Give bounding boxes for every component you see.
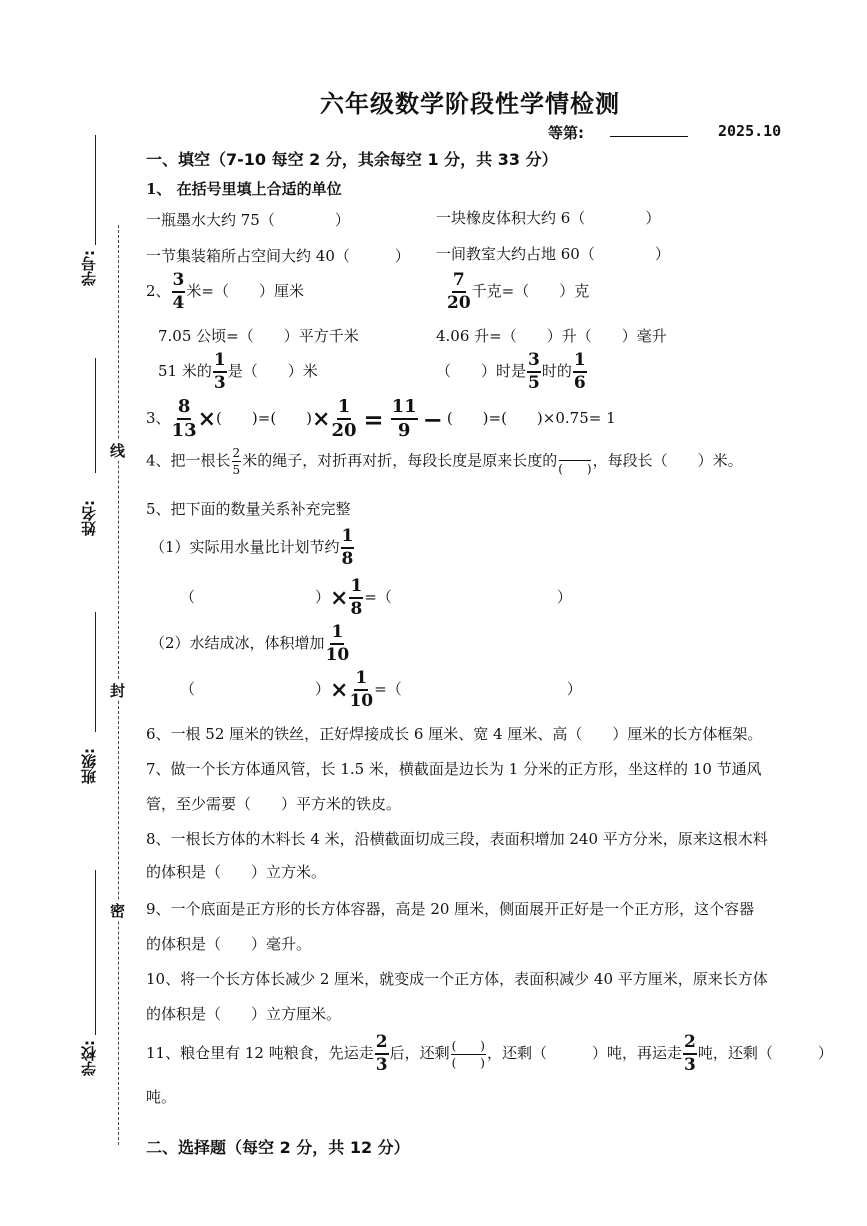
- q3-part2: ( )=( )×0.75= 1: [446, 409, 616, 427]
- q1-stem: 1、 在括号里填上合适的单位: [146, 180, 342, 198]
- fraction: [375, 1034, 389, 1074]
- seal-secret-char: 密: [110, 902, 126, 920]
- q4-line: [146, 447, 743, 476]
- binding-line-3: [95, 612, 96, 732]
- q1-b: 一块橡皮体积大约 6（ ）: [436, 209, 661, 227]
- q11-text-a: 11、粮仓里有 12 吨粮食，先运走: [146, 1044, 374, 1062]
- q9-line1: 9、一个底面是正方形的长方体容器，高是 20 厘米，侧面展开正好是一个正方形，这个容器: [146, 900, 755, 918]
- equals-sign: =: [363, 404, 384, 434]
- numerator: 1: [213, 352, 227, 373]
- numerator: 1: [573, 352, 587, 373]
- q11-text-b: 后，还剩: [389, 1044, 450, 1062]
- q1-c: 一节集装箱所占空间大约 40（ ）: [146, 247, 410, 265]
- q11-line2: 吨。: [146, 1088, 177, 1106]
- exam-date: 2025.10: [718, 122, 782, 140]
- q2-text4b: 时的: [541, 362, 572, 380]
- times-sign: ×: [330, 677, 349, 703]
- q3-part1: ( )=( ): [216, 409, 313, 427]
- q2-text2: 千克=（ ）克: [471, 282, 590, 300]
- q3-line: [146, 398, 616, 440]
- q2-text1: 米=（ ）厘米: [186, 282, 304, 300]
- numerator: 7: [452, 272, 466, 293]
- q2-line1-right: [446, 272, 589, 312]
- binding-line-4: [95, 870, 96, 1035]
- q5-part1: [150, 528, 355, 568]
- numerator: 1: [354, 670, 368, 691]
- fraction: [172, 398, 197, 440]
- denominator: 6: [573, 373, 586, 393]
- q1-a: 一瓶墨水大约 75（ ）: [146, 211, 350, 229]
- section1-heading: 一、填空（7-10 每空 2 分，其余每空 1 分，共 33 分）: [146, 150, 558, 169]
- fraction: [331, 398, 356, 440]
- fraction: [326, 624, 350, 664]
- q11-text-d: 吨，还剩（ ）: [697, 1044, 833, 1062]
- times-sign: ×: [330, 585, 349, 611]
- q2-line3-left: [158, 352, 318, 392]
- fraction: [527, 352, 541, 392]
- q5-part2: [150, 624, 350, 664]
- q2-line1-left: [146, 272, 304, 312]
- denominator: 3: [375, 1055, 388, 1075]
- denominator: 3: [213, 373, 226, 393]
- section2-heading: 二、选择题（每空 2 分，共 12 分）: [146, 1138, 410, 1157]
- fraction: [341, 528, 355, 568]
- numerator: 1: [330, 624, 344, 645]
- q10-line1: 10、将一个长方体长减少 2 厘米，就变成一个正方体，表面积减少 40 平方厘米，原来长方体: [146, 970, 768, 988]
- fraction: [391, 398, 418, 440]
- fraction: [447, 272, 471, 312]
- q3-num: 3、: [146, 409, 171, 427]
- q2-text4a: （ ）时是: [436, 362, 527, 380]
- seal-line-char: 线: [110, 442, 126, 460]
- binding-line-top: [95, 135, 96, 245]
- q4-text-c: ，每段长（ ）米。: [592, 451, 743, 470]
- name-label: 姓名:: [80, 500, 98, 536]
- denominator: 13: [171, 420, 197, 441]
- numerator: 11: [391, 398, 418, 420]
- q4-text-a: 4、把一根长: [146, 451, 231, 470]
- numerator: 3: [172, 272, 186, 293]
- q5-part2-text: （2）水结成冰，体积增加: [150, 634, 325, 652]
- class-label: 班级:: [80, 748, 98, 784]
- denominator: 3: [683, 1055, 696, 1075]
- denominator: 10: [325, 645, 350, 665]
- q11-text-c: ，还剩（ ）吨，再运走: [486, 1044, 682, 1062]
- q1-d: 一间教室大约占地 60（ ）: [436, 245, 670, 263]
- seal-seal-char: 封: [110, 682, 126, 700]
- q5-part2-equation: [180, 670, 582, 710]
- numerator: 1: [349, 578, 363, 599]
- q5-part1-left-blank[interactable]: （ ）: [180, 588, 331, 606]
- numerator: 3: [527, 352, 541, 373]
- binding-line-2: [95, 358, 96, 473]
- numerator: 1: [341, 528, 355, 549]
- fraction: [349, 670, 373, 710]
- blank-fraction[interactable]: [451, 1040, 486, 1069]
- fraction: [349, 578, 363, 618]
- school-label: 学校:: [80, 1040, 98, 1076]
- q9-line2: 的体积是（ ）毫升。: [146, 935, 312, 953]
- denominator: 20: [331, 420, 357, 441]
- grade-label: 等第:: [548, 124, 584, 142]
- q11-line1: [146, 1034, 833, 1074]
- denominator: 4: [172, 293, 185, 313]
- q5-stem: 5、把下面的数量关系补充完整: [146, 500, 351, 518]
- q2-num: 2、: [146, 282, 171, 300]
- q5-part2-right-blank[interactable]: =（ ）: [374, 680, 582, 698]
- blank-denominator[interactable]: ( ): [451, 1055, 485, 1070]
- numerator: 1: [337, 398, 352, 420]
- denominator: 20: [447, 293, 471, 313]
- grade-blank[interactable]: [610, 122, 688, 141]
- fraction: [232, 447, 242, 476]
- minus-sign: −: [422, 404, 443, 434]
- q2-line3-right: [436, 352, 588, 392]
- q2-line2-right: 4.06 升=（ ）升（ ）毫升: [436, 327, 667, 345]
- q5-part1-equation: [180, 578, 572, 618]
- page-title: 六年级数学阶段性学情检测: [320, 90, 620, 118]
- q2-text3a: 51 米的: [158, 362, 212, 380]
- q2-line2-left: 7.05 公顷=（ ）平方千米: [158, 327, 359, 345]
- q5-part1-right-blank[interactable]: =（ ）: [364, 588, 572, 606]
- fraction: [213, 352, 227, 392]
- numerator: 2: [683, 1034, 697, 1055]
- blank-numerator[interactable]: ( ): [451, 1038, 485, 1053]
- q10-line2: 的体积是（ ）立方厘米。: [146, 1005, 342, 1023]
- q5-part2-left-blank[interactable]: （ ）: [180, 680, 331, 698]
- blank-fraction[interactable]: [558, 448, 591, 475]
- numerator: 2: [232, 446, 241, 460]
- q7-line2: 管，至少需要（ ）平方米的铁皮。: [146, 795, 402, 813]
- numerator: 2: [375, 1034, 389, 1055]
- numerator: 8: [177, 398, 192, 420]
- denominator: 8: [350, 599, 363, 619]
- q7-line1: 7、做一个长方体通风管，长 1.5 米，横截面是边长为 1 分米的正方形，坐这样的 10 节通风: [146, 760, 762, 778]
- denominator: 10: [349, 691, 374, 711]
- denominator: 9: [397, 420, 411, 441]
- fraction: [573, 352, 587, 392]
- q4-text-b: 米的绳子，对折再对折，每段长度是原来长度的: [242, 451, 558, 470]
- denominator: 5: [528, 373, 540, 393]
- q5-part1-text: （1）实际用水量比计划节约: [150, 538, 340, 556]
- q6: 6、一根 52 厘米的铁丝，正好焊接成长 6 厘米、宽 4 厘米、高（ ）厘米的长方体框架。: [146, 725, 763, 743]
- blank-denominator[interactable]: ( ): [558, 462, 592, 476]
- times-sign: ×: [197, 406, 217, 432]
- blank-numerator[interactable]: [559, 448, 591, 461]
- times-sign: ×: [312, 406, 331, 432]
- fraction: [172, 272, 186, 312]
- q2-text3b: 是（ ）米: [227, 362, 318, 380]
- denominator: 5: [232, 463, 241, 477]
- fraction: [683, 1034, 697, 1074]
- student-id-label: 学号:: [80, 250, 98, 286]
- q8-line1: 8、一根长方体的木料长 4 米，沿横截面切成三段，表面积增加 240 平方分米，原来这根木料: [146, 830, 768, 848]
- q8-line2: 的体积是（ ）立方米。: [146, 863, 327, 881]
- denominator: 8: [341, 549, 354, 569]
